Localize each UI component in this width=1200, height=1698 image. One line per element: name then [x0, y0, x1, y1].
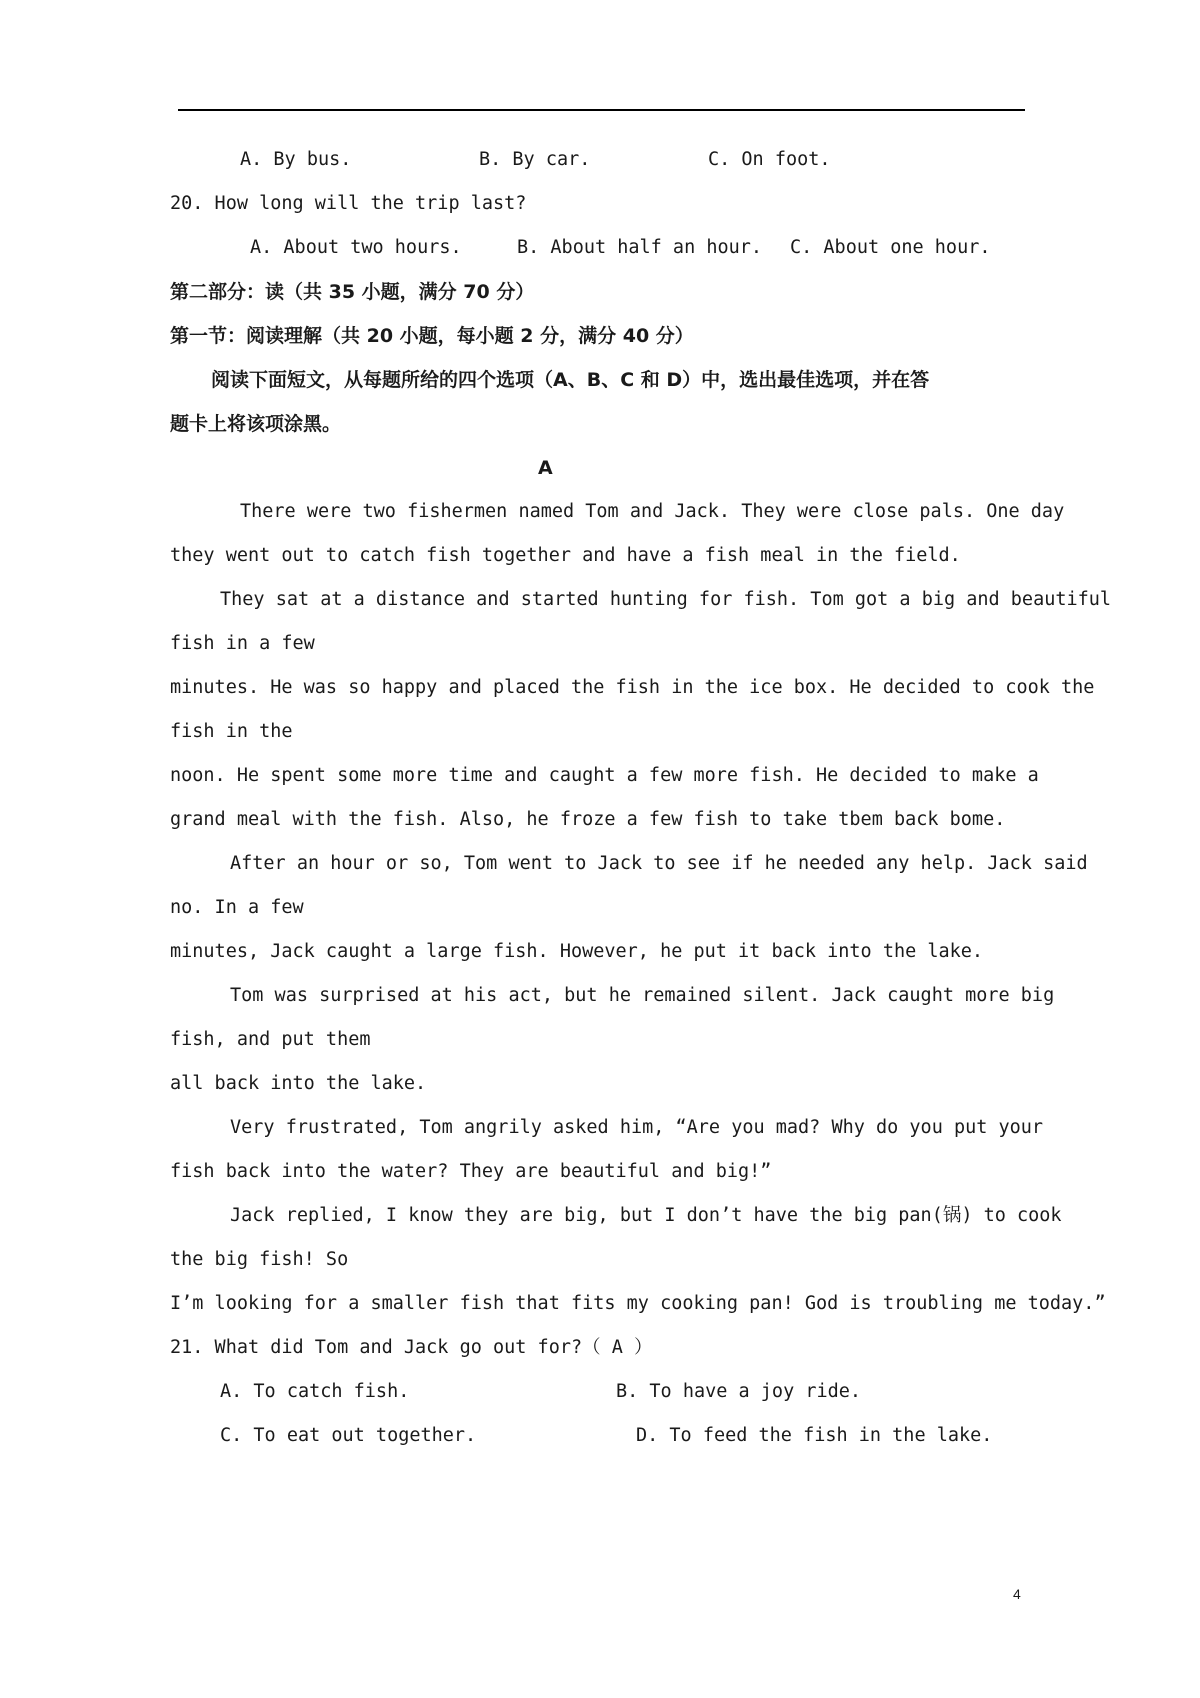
passage-line: no. In a few — [170, 897, 304, 918]
q21-option-c: C. To eat out together. — [220, 1425, 477, 1446]
passage-line: I’m looking for a smaller fish that fits my cooking pan! God is troubling me today.” — [170, 1293, 1106, 1314]
passage-line: minutes, Jack caught a large fish. However, he put it back into the lake. — [170, 941, 984, 962]
part2-heading: 第二部分：读（共 35 小题，满分 70 分） — [170, 281, 535, 303]
page-number: 4 — [1013, 1586, 1021, 1602]
passage-line: fish, and put them — [170, 1029, 371, 1050]
passage-line: There were two fishermen named Tom and Jack. They were close pals. One day — [240, 501, 1065, 522]
q21-option-b: B. To have a joy ride. — [616, 1381, 862, 1402]
passage-label: A — [538, 457, 553, 479]
passage-line: grand meal with the fish. Also, he froze a few fish to take tbem back bome. — [170, 809, 1006, 830]
option-a: A. By bus. — [240, 149, 352, 170]
passage-line: fish in the — [170, 721, 293, 742]
option-b: B. By car. — [479, 149, 591, 170]
instruction-line-1: 阅读下面短文，从每题所给的四个选项（A、B、C 和 D）中，选出最佳选项，并在答 — [211, 369, 930, 391]
passage-line: fish in a few — [170, 633, 315, 654]
q21-option-d: D. To feed the fish in the lake. — [636, 1425, 993, 1446]
passage-line: After an hour or so, Tom went to Jack to see if he needed any help. Jack said — [230, 853, 1088, 874]
q20-option-a: A. About two hours. — [250, 237, 462, 258]
instruction-line-2: 题卡上将该项涂黑。 — [170, 413, 342, 435]
q20-option-b: B. About half an hour. — [517, 237, 763, 258]
q20-option-c: C. About one hour. — [790, 237, 991, 258]
passage-line: Jack replied, I know they are big, but I don’t have the big pan(锅) to cook — [230, 1205, 1062, 1226]
passage-line: minutes. He was so happy and placed the fish in the ice box. He decided to cook the — [170, 677, 1095, 698]
passage-line: the big fish! So — [170, 1249, 349, 1270]
passage-line: all back into the lake. — [170, 1073, 427, 1094]
passage-line: noon. He spent some more time and caught a few more fish. He decided to make a — [170, 765, 1039, 786]
header-rule — [178, 109, 1025, 111]
passage-line: Tom was surprised at his act, but he remained silent. Jack caught more big — [230, 985, 1055, 1006]
question-21: 21. What did Tom and Jack go out for?（ A ） — [170, 1337, 653, 1358]
passage-line: they went out to catch fish together and have a fish meal in the field. — [170, 545, 961, 566]
passage-line: Very frustrated, Tom angrily asked him, “Are you mad? Why do you put your — [230, 1117, 1044, 1138]
passage-line: They sat at a distance and started hunting for fish. Tom got a big and beautiful — [220, 589, 1112, 610]
passage-line: fish back into the water? They are beautiful and big!” — [170, 1161, 772, 1182]
q21-option-a: A. To catch fish. — [220, 1381, 410, 1402]
section1-heading: 第一节：阅读理解（共 20 小题，每小题 2 分，满分 40 分） — [170, 325, 694, 347]
option-c: C. On foot. — [708, 149, 831, 170]
question-20: 20. How long will the trip last? — [170, 193, 527, 214]
